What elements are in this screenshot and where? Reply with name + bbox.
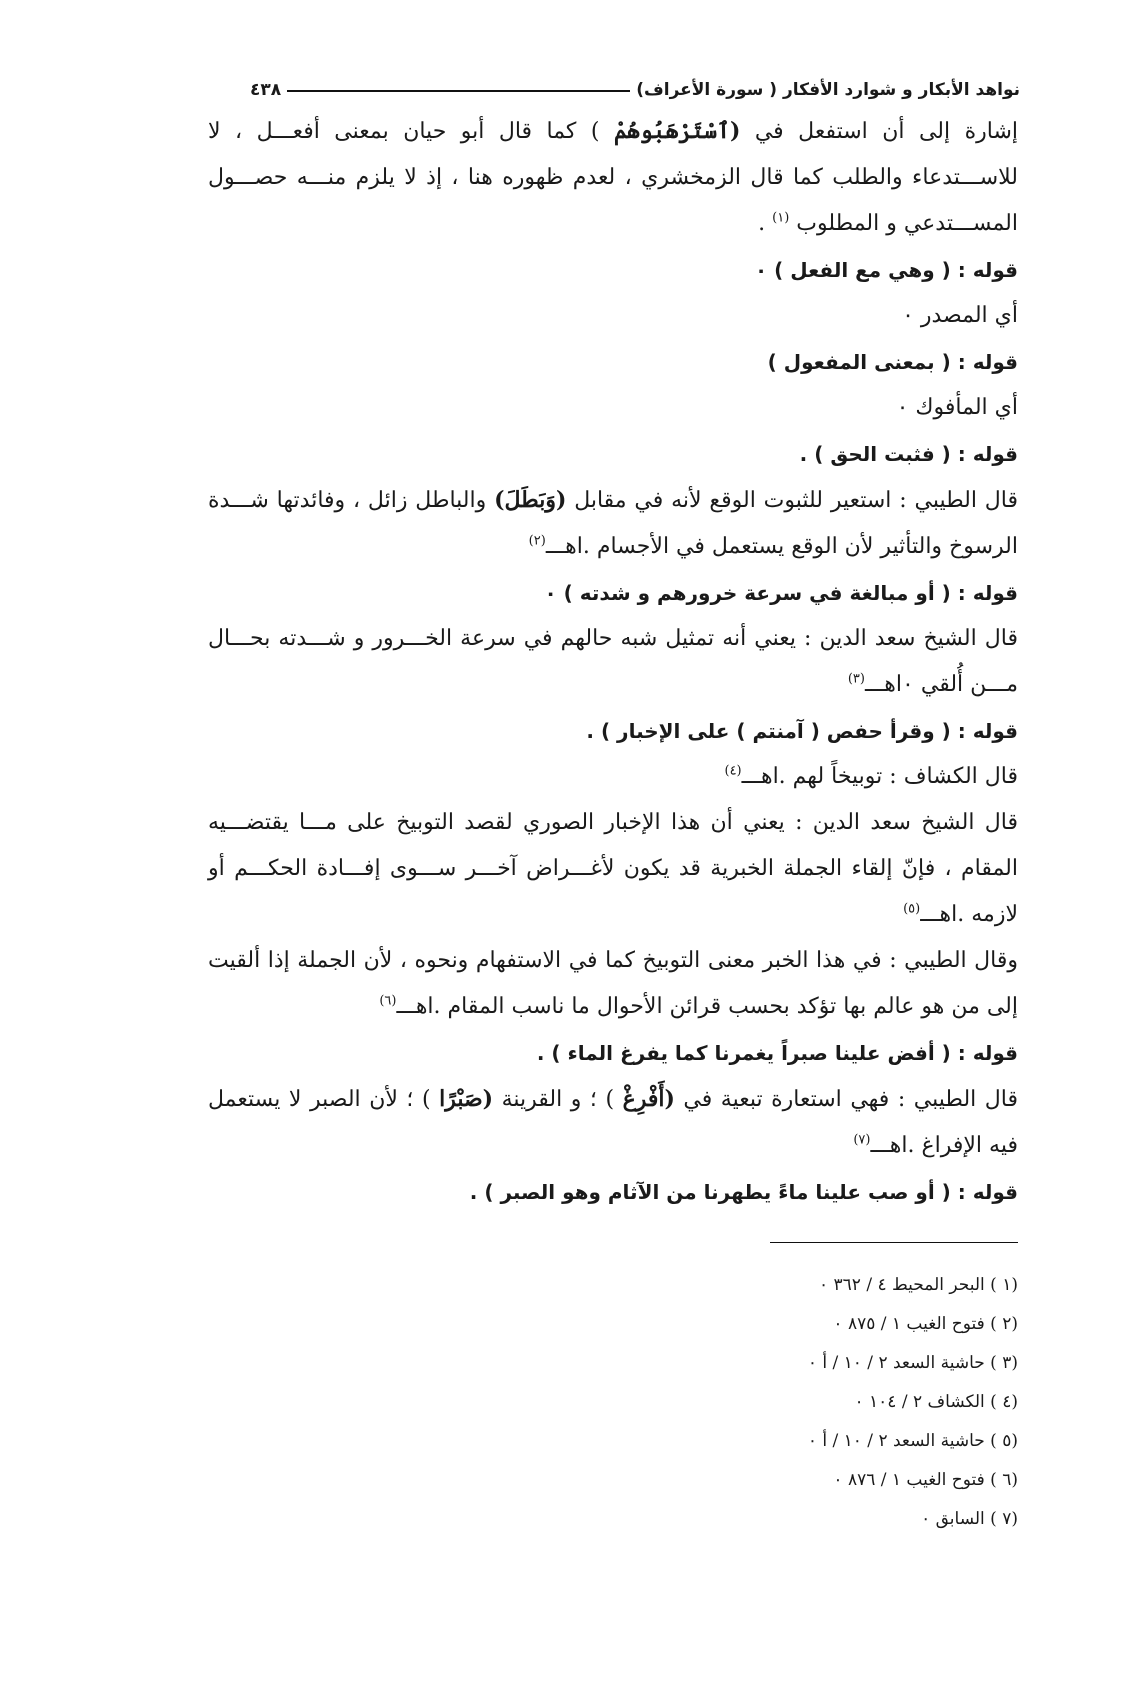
paragraph: قال الطيبي : فهي استعارة تبعية في (أَفْرِغْ ) ؛ و القرينة (صَبْرًا ) ؛ لأن الصبر لا يستعمل فيه الإفراغ .اهـــ$^{(٧)}$ (208, 1086, 1018, 1158)
footnote-item: (٥ ) حاشية السعد ٢ / ١٠ / أ ٠ (807, 1431, 1018, 1451)
footnote-ref: (٤) (724, 763, 742, 779)
qawluh-heading: قوله : ( وهي مع الفعل ) ٠ (755, 258, 1018, 282)
paragraph: قال الشيخ سعد الدين : يعني أن هذا الإخبار الصوري لقصد التوبيخ على مـــا يقتضـــيه المقام ، فإنّ إلقاء الجملة الخبرية قد يكون لأغـــراض آخـــر ســـوى إفـــادة الحكـــم أو لازمه .اهـــ$^{(٥)}$ (208, 810, 1018, 927)
running-header (250, 66, 1020, 100)
paragraph: وقال الطيبي : في هذا الخبر معنى التوبيخ كما في الاستفهام ونحوه ، لأن الجملة إذا ألقيت إلى من هو عالم بها تؤكد بحسب قرائن الأحوال ما ناسب المقام .اهـــ$^{(٦)}$ (208, 948, 1018, 1019)
footnote-item: (٧ ) السابق ٠ (921, 1509, 1018, 1529)
footnote-item: (٣ ) حاشية السعد ٢ / ١٠ / أ ٠ (807, 1353, 1018, 1373)
footnote-separator (770, 1242, 1018, 1243)
qawluh-heading: قوله : ( أفض علينا صبراً يغمرنا كما يفرغ الماء ) . (536, 1041, 1018, 1065)
paragraph: أي المأفوك ٠ (896, 395, 1018, 420)
paragraph: أي المصدر ٠ (902, 303, 1018, 328)
header-title: نواهد الأبكار و شوارد الأفكار ( سورة الأعراف) (636, 80, 1020, 100)
quran-word: (صَبْرًا (439, 1086, 494, 1112)
paragraph: إشارة إلى أن استفعل في (ٱسْتَرْهَبُوهُمْ ) كما قال أبو حيان بمعنى أفعـــل ، لا للاســـتدعاء والطلب كما قال الزمخشري ، لعدم ظهوره هنا ، إذ لا يلزم منـــه حصـــول المســـتدعي و المطلوب $^{(١)}$ . (208, 118, 1018, 236)
qawluh-heading: قوله : ( أو صب علينا ماءً يطهرنا من الآثام وهو الصبر ) . (469, 1180, 1018, 1204)
footnote-ref: (٧) (853, 1132, 871, 1148)
footnote-ref: (٢) (528, 533, 546, 549)
footnote-ref: (١) (772, 210, 790, 226)
header-rule (287, 90, 630, 92)
page-number: ٤٣٨ (250, 80, 282, 100)
footnote-item: (١ ) البحر المحيط ٤ / ٣٦٢ ٠ (818, 1275, 1018, 1295)
footnote-ref: (٥) (903, 901, 921, 917)
footnote-ref: (٦) (379, 993, 397, 1009)
qawluh-heading: قوله : ( بمعنى المفعول ) (767, 350, 1018, 374)
footnote-item: (٢ ) فتوح الغيب ١ / ٨٧٥ ٠ (833, 1314, 1018, 1334)
footnote-item: (٦ ) فتوح الغيب ١ / ٨٧٦ ٠ (833, 1470, 1018, 1490)
paragraph: قال الشيخ سعد الدين : يعني أنه تمثيل شبه حالهم في سرعة الخـــرور و شـــدته بحـــال مـــن أُلقي ٠اهـــ$^{(٣)}$ (208, 626, 1018, 697)
footnotes (540, 1266, 1018, 1539)
quran-word: (ٱسْتَرْهَبُوهُمْ (613, 118, 741, 144)
quran-word: (وَبَطَلَ) (494, 487, 567, 513)
footnote-ref: (٣) (847, 671, 865, 687)
qawluh-heading: قوله : ( أو مبالغة في سرعة خرورهم و شدته ) ٠ (544, 581, 1018, 605)
footnote-item: (٤ ) الكشاف ٢ / ١٠٤ ٠ (854, 1392, 1018, 1412)
qawluh-heading: قوله : ( فثبت الحق ) . (799, 442, 1018, 466)
qawluh-heading: قوله : ( وقرأ حفص ( آمنتم ) على الإخبار ) . (586, 719, 1018, 743)
main-text (208, 108, 1018, 1215)
paragraph: قال الكشاف : توبيخاً لهم .اهـــ$^{(٤)}$ (724, 763, 1018, 789)
quran-word: (أَفْرِغْ (622, 1086, 675, 1112)
paragraph: قال الطيبي : استعير للثبوت الوقع لأنه في مقابل (وَبَطَلَ) والباطل زائل ، وفائدتها شـــدة الرسوخ والتأثير لأن الوقع يستعمل في الأجسام .اهـــ$^{(٢)}$ (208, 487, 1018, 559)
